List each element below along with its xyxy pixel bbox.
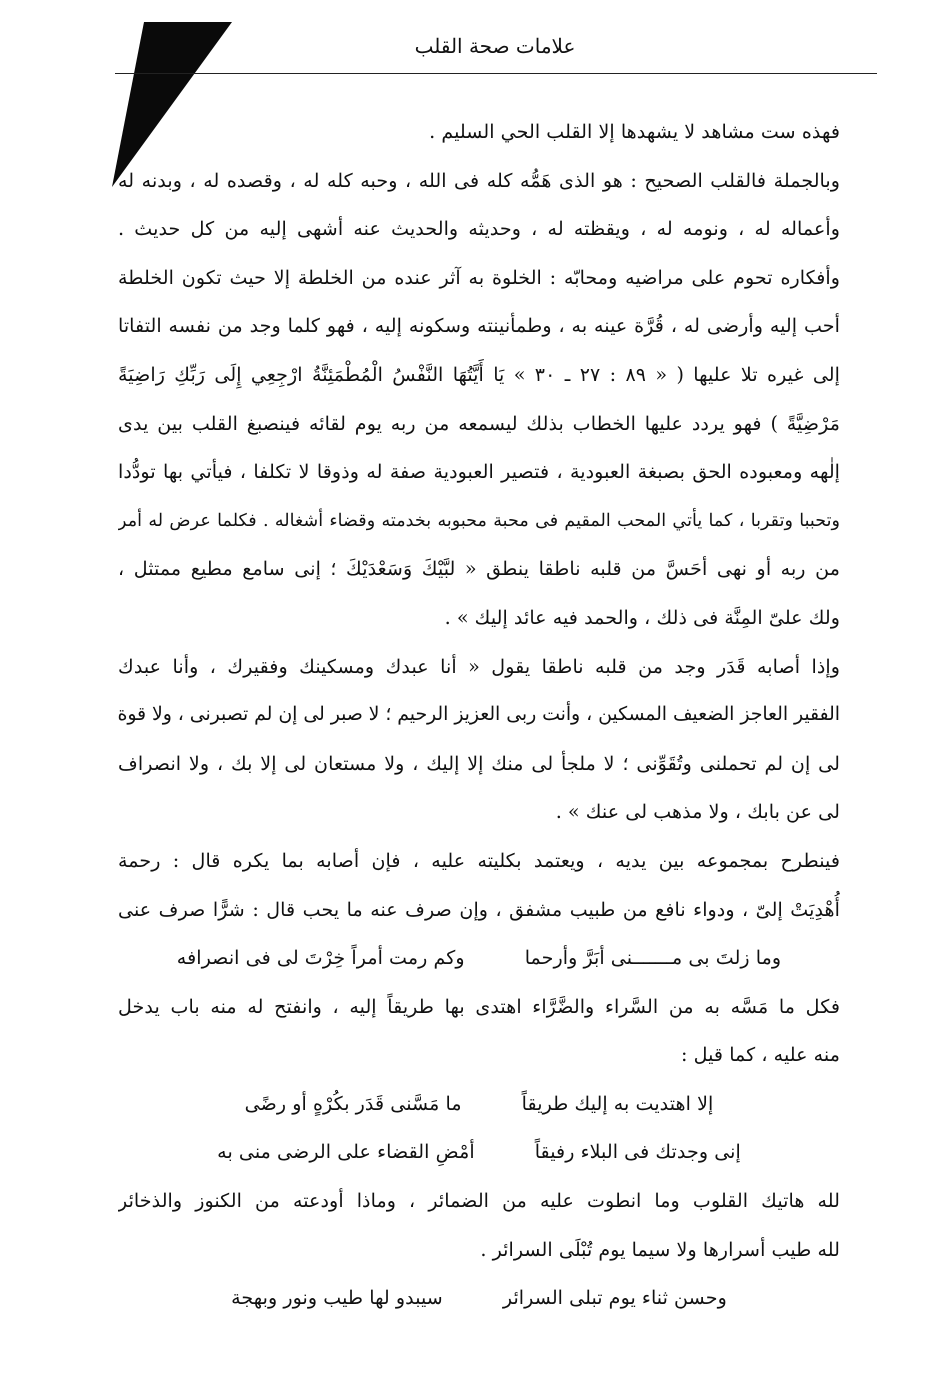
poetry-verse <box>118 1128 840 1177</box>
verse-first-hemistich: أمْضِ القضاء على الرضى منى به <box>217 1140 475 1164</box>
text-line: مَرْضِيَّةً ) فهو يردد عليها الخطاب بذلك ليسمعه من ربه يوم لقائه فينصبغ القلب بين يدى <box>118 411 840 435</box>
verse-second-hemistich: إلا اهتديت به إليك طريقاً <box>521 1091 714 1115</box>
text-line: وإذا أصابه قَدَر وجد من قلبه ناطقا يقول « أنا عبدك ومسكينك وفقيرك ، وأنا عبدك <box>118 654 840 678</box>
text-line: لى عن بابك ، ولا مذهب لى عنك » . <box>555 800 840 824</box>
text-line: أُهْدِيَتْ إلىّ ، ودواء نافع من طبيب مشفق ، وإن صرف عنه ما يحب قال : شرًّا صرف عنى <box>118 897 840 921</box>
text-line: أحب إليه وأرضى له ، قُرَّة عينه به ، وطمأنينته وسكونه إليه ، فهو كلما وجد من نفسه التفاتا <box>118 314 840 338</box>
text-line: لله طيب أسرارها ولا سيما يوم تُبْلَى السرائر . <box>480 1237 840 1261</box>
verse-second-hemistich: وما زلتَ بى مـــــــنى أبَرَّ وأرحما <box>524 946 782 970</box>
poetry-verse <box>118 1274 840 1323</box>
running-header <box>110 30 880 66</box>
quran-verse-line: إلى غيره تلا عليها ( « ٨٩ : ٢٧ ـ ٣٠ » يَا أَيَّتُهَا النَّفْسُ الْمُطْمَئِنَّةُ ارْجِعِي إِلَى رَبِّكِ رَاضِيَةً <box>118 362 840 386</box>
text-line: إلٰهه ومعبوده الحق بصبغة العبودية ، فتصير العبودية صفة له وذوقا لا تكلفا ، فيأتي بها تودُّدا <box>118 460 840 484</box>
verse-first-hemistich: سيبدو لها طيب ونور وبهجة <box>231 1286 443 1310</box>
text-line: وتحببا وتقربا ، كما يأتي المحب المقيم فى محبة محبوبه بخدمته وقضاء أشغاله . فكلما عرض له أمر <box>118 510 840 531</box>
header-rule <box>115 73 877 74</box>
verse-second-hemistich: وحسن ثناء يوم تبلى السرائر <box>502 1286 727 1310</box>
poetry-verse <box>118 1080 840 1129</box>
text-line: ولك علىّ المِنَّة فى ذلك ، والحمد فيه عائد إليك » . <box>444 605 840 629</box>
text-line: لى إن لم تحملنى وتُقَوِّنى ؛ لا ملجأ لى منك إلا إليك ، ولا مستعان لى إلا بك ، ولا انصراف <box>118 751 840 775</box>
text-line: منه عليه ، كما قيل : <box>681 1043 840 1067</box>
text-line: فهذه ست مشاهد لا يشهدها إلا القلب الحي السليم . <box>429 120 840 143</box>
text-line: وأفكاره تحوم على مراضيه ومحابّه : الخلوة به آثر عنده من الخلطة إلا حيث تكون الخلطة <box>118 265 840 289</box>
text-line: وبالجملة فالقلب الصحيح : هو الذى هَمُّه كله فى الله ، وحبه كله له ، وقصده له ، وبدنه له <box>118 168 840 192</box>
page-running-title: علامات صحة القلب <box>414 34 576 58</box>
text-line: وأعماله له ، ونومه له ، ويقظته له ، وحديثه والحديث عنه أشهى إليه من كل حديث . <box>118 217 840 241</box>
verse-second-hemistich: إنى وجدتك فى البلاء رفيقاً <box>534 1140 741 1164</box>
page-body <box>118 108 840 1323</box>
text-line: من ربه أو نهى أحَسَّ من قلبه ناطقا ينطق « لبَّيْكَ وَسَعْدَيْكَ ؛ إنى سامع مطيع ممتثل ، <box>118 557 840 581</box>
verse-first-hemistich: وكم رمت أمراً خِرْتَ لى فى انصرافه <box>176 946 465 970</box>
text-line: لله هاتيك القلوب وما انطوت عليه من الضمائر ، وماذا أودعته من الكنوز والذخائر <box>118 1189 840 1213</box>
text-line: الفقير العاجز الضعيف المسكين ، وأنت ربى العزيز الرحيم ؛ لا صبر لى إن لم تصبرنى ، ولا قوة <box>118 704 840 726</box>
text-line: فكل ما مَسَّه به من السَّراء والضَّرَّاء اهتدى بها طريقاً إليه ، وانفتح له منه باب يدخل <box>118 994 840 1018</box>
poetry-verse <box>118 934 840 983</box>
text-line: فينطرح بمجموعه بين يديه ، ويعتمد بكليته عليه ، فإن أصابه بما يكره قال : رحمة <box>118 848 840 872</box>
verse-first-hemistich: ما مَسَّنى قَدَر بكُرْهٍ أو رضًى <box>244 1091 462 1115</box>
